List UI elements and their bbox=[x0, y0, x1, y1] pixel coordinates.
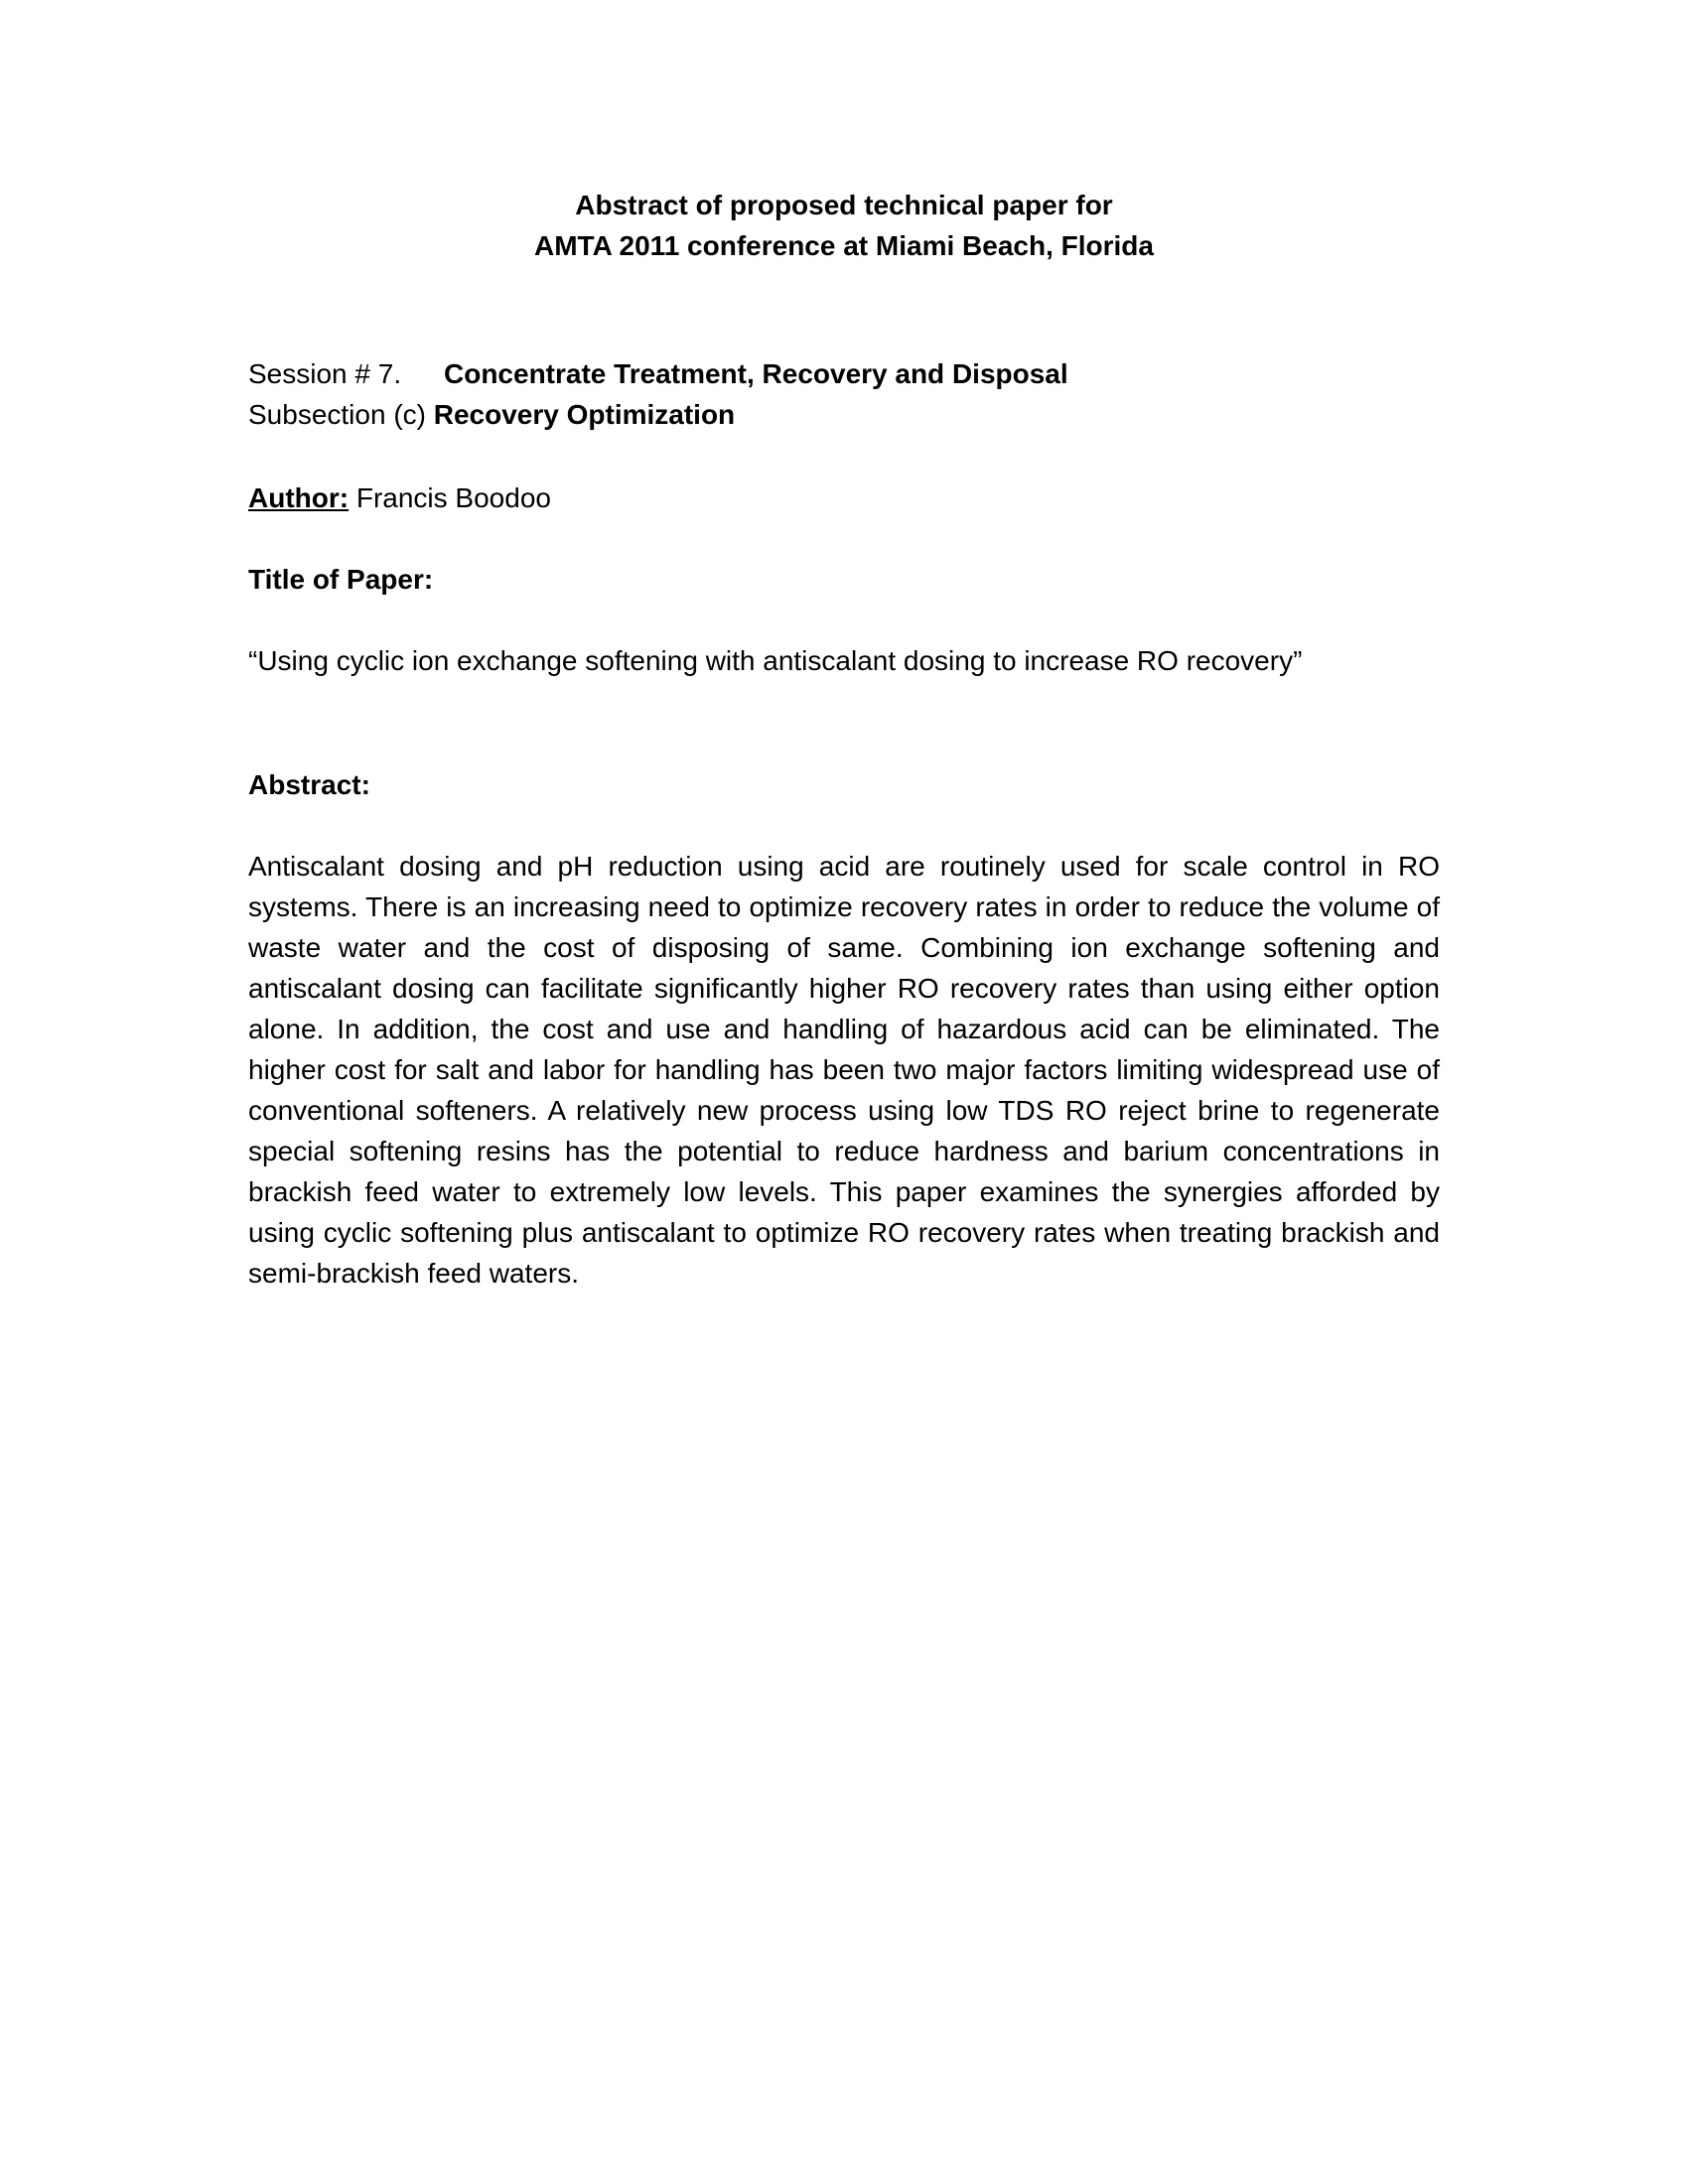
subsection-label: Subsection (c) bbox=[248, 399, 426, 430]
title-of-paper-label: Title of Paper: bbox=[248, 564, 434, 595]
author-label: Author: bbox=[248, 482, 350, 513]
document-title-line1: Abstract of proposed technical paper for bbox=[575, 190, 1113, 220]
session-label: Session # 7. bbox=[248, 358, 402, 389]
abstract-text: Antiscalant dosing and pH reduction using acid are routinely used for scale control in RO systems. There is an increasing need to optimize recovery rates in order to reduce the volume of waste water and the cost of disposing of same. Combining ion exchange softening and antiscalant dosing can facilitate significantly higher RO recovery rates than using either option alone. In addition, the cost and use and handling of hazardous acid can be eliminated. The higher cost for salt and labor for handling has been two major factors limiting widespread use of conventional softeners. A relatively new process using low TDS RO reject brine to regenerate special softening resins has the potential to reduce hardness and barium concentrations in brackish feed water to extremely low levels. This paper examines the synergies afforded by using cyclic softening plus antiscalant to optimize RO recovery rates when treating brackish and semi-brackish feed waters. bbox=[248, 851, 1440, 1289]
author-value: Francis Boodoo bbox=[355, 482, 551, 513]
subsection-value: Recovery Optimization bbox=[433, 399, 736, 430]
session-value: Concentrate Treatment, Recovery and Disposal bbox=[444, 358, 1068, 389]
document-title-line2: AMTA 2011 conference at Miami Beach, Florida bbox=[534, 230, 1154, 261]
paper-title: “Using cyclic ion exchange softening with antiscalant dosing to increase RO recovery” bbox=[248, 645, 1303, 676]
author-line bbox=[248, 478, 1440, 518]
subsection-line bbox=[248, 394, 1440, 435]
document-title bbox=[248, 185, 1440, 266]
abstract-heading: Abstract: bbox=[248, 769, 370, 800]
session-line bbox=[248, 353, 1440, 394]
